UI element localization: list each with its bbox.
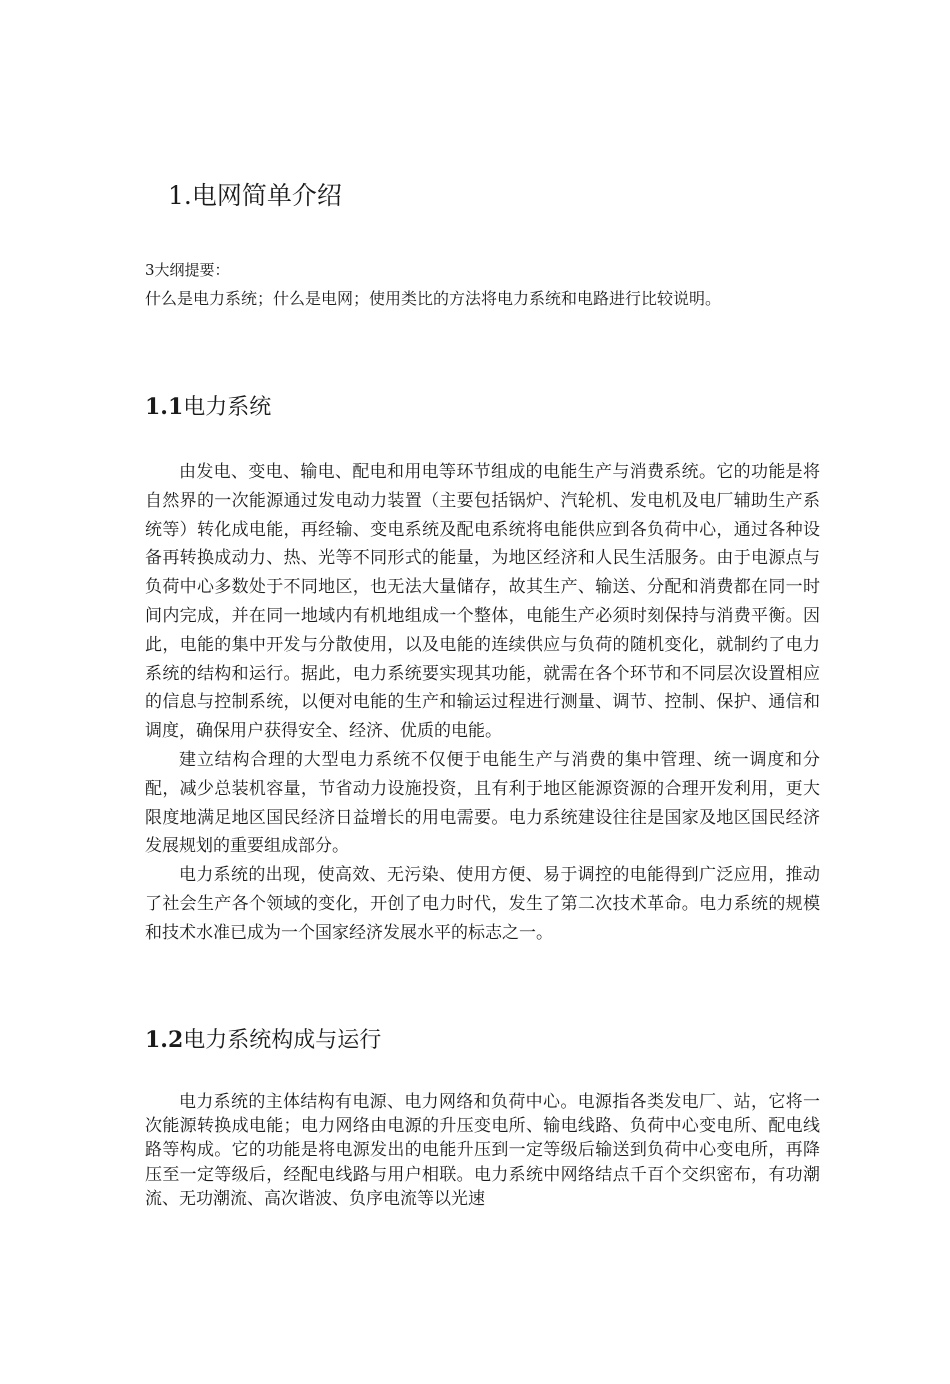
paragraph: 电力系统的主体结构有电源、电力网络和负荷中心。电源指各类发电厂、站，它将一次能源转换成电能；电力网络由电源的升压变电所、输电线路、负荷中心变电所、配电线路等构成。它的功能是将电源发出的电能升压到一定等级后输送到负荷中心变电所，再降压至一定等级后，经配电线路与用户相联。电力系统中网络结点千百个交织密布，有功潮流、无功潮流、高次谐波、负序电流等以光速 <box>145 1092 820 1209</box>
section-heading-1-1 <box>145 391 271 424</box>
section-heading-1-2 <box>145 1024 381 1057</box>
document-title: 1.电网简单介绍 <box>168 181 342 210</box>
section-title: 电力系统构成与运行 <box>183 1028 382 1053</box>
outline-label: 3大纲提要： <box>145 261 230 279</box>
paragraph: 电力系统的出现，使高效、无污染、使用方便、易于调控的电能得到广泛应用，推动了社会生产各个领域的变化，开创了电力时代，发生了第二次技术革命。电力系统的规模和技术水准已成为一个国家经济发展水平的标志之一。 <box>145 865 820 943</box>
paragraph: 由发电、变电、输电、配电和用电等环节组成的电能生产与消费系统。它的功能是将自然界的一次能源通过发电动力装置（主要包括锅炉、汽轮机、发电机及电厂辅助生产系统等）转化成电能，再经输、变电系统及配电系统将电能供应到各负荷中心，通过各种设备再转换成动力、热、光等不同形式的能量，为地区经济和人民生活服务。由于电源点与负荷中心多数处于不同地区，也无法大量储存，故其生产、输送、分配和消费都在同一时间内完成，并在同一地域内有机地组成一个整体，电能生产必须时刻保持与消费平衡。因此，电能的集中开发与分散使用，以及电能的连续供应与负荷的随机变化，就制约了电力系统的结构和运行。据此，电力系统要实现其功能，就需在各个环节和不同层次设置相应的信息与控制系统，以便对电能的生产和输运过程进行测量、调节、控制、保护、通信和调度，确保用户获得安全、经济、优质的电能。 <box>145 462 820 742</box>
outline-text: 什么是电力系统；什么是电网；使用类比的方法将电力系统和电路进行比较说明。 <box>145 289 722 308</box>
section-title: 电力系统 <box>183 395 272 420</box>
section-number: 1.2 <box>145 1027 184 1053</box>
section-number: 1.1 <box>145 394 184 420</box>
section-body-1-1 <box>145 458 820 948</box>
section-body-1-2 <box>145 1090 820 1211</box>
paragraph: 建立结构合理的大型电力系统不仅便于电能生产与消费的集中管理、统一调度和分配，减少总装机容量，节省动力设施投资，且有利于地区能源资源的合理开发利用，更大限度地满足地区国民经济日益增长的用电需要。电力系统建设往往是国家及地区国民经济发展规划的重要组成部分。 <box>145 749 820 857</box>
